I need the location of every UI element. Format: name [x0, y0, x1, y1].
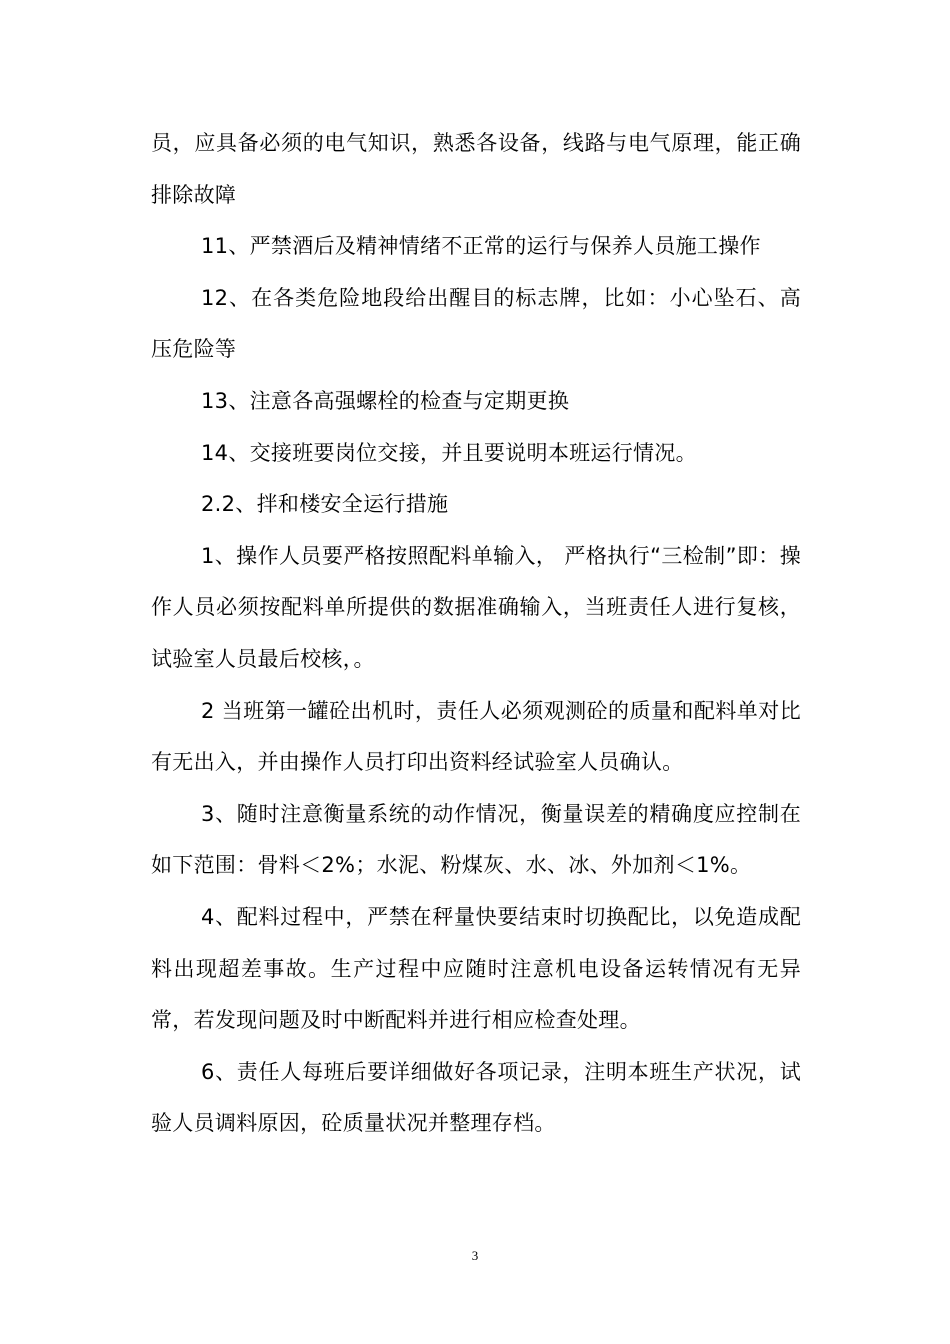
paragraph-continuation: 员，应具备必须的电气知识，熟悉各设备，线路与电气原理，能正确排除故障 — [151, 131, 801, 207]
paragraph-item-12: 12、在各类危险地段给出醒目的标志牌，比如：小心坠石、高压危险等 — [151, 285, 801, 362]
paragraph-measure-6: 6、责任人每班后要详细做好各项记录，注明本班生产状况，试验人员调料原因，砼质量状况并整理存档。 — [151, 1059, 801, 1136]
paragraph-measure-4: 4、配料过程中，严禁在秤量快要结束时切换配比，以免造成配料出现超差事故。生产过程中应随时注意机电设备运转情况有无异常，若发现问题及时中断配料并进行相应检查处理。 — [151, 904, 801, 1033]
paragraph-item-13: 13、注意各高强螺栓的检查与定期更换 — [201, 388, 570, 413]
paragraph-item-14: 14、交接班要岗位交接，并且要说明本班运行情况。 — [201, 440, 697, 465]
section-heading-2-2: 2.2、拌和楼安全运行措施 — [201, 492, 449, 517]
paragraph-measure-1: 1、操作人员要严格按照配料单输入， 严格执行“三检制”即：操作人员必须按配料单所提供的数据准确输入，当班责任人进行复核，试验室人员最后校核，。 — [151, 543, 801, 671]
paragraph-measure-3: 3、随时注意衡量系统的动作情况，衡量误差的精确度应控制在如下范围：骨料＜2%；水泥、粉煤灰、水、冰、外加剂＜1%。 — [151, 801, 801, 878]
page-number: 3 — [471, 1248, 479, 1263]
paragraph-measure-2: 2 当班第一罐砼出机时，责任人必须观测砼的质量和配料单对比有无出入，并由操作人员打印出资料经试验室人员确认。 — [151, 698, 801, 775]
document-body — [151, 118, 801, 1150]
paragraph-item-11: 11、严禁酒后及精神情绪不正常的运行与保养人员施工操作 — [201, 234, 761, 259]
